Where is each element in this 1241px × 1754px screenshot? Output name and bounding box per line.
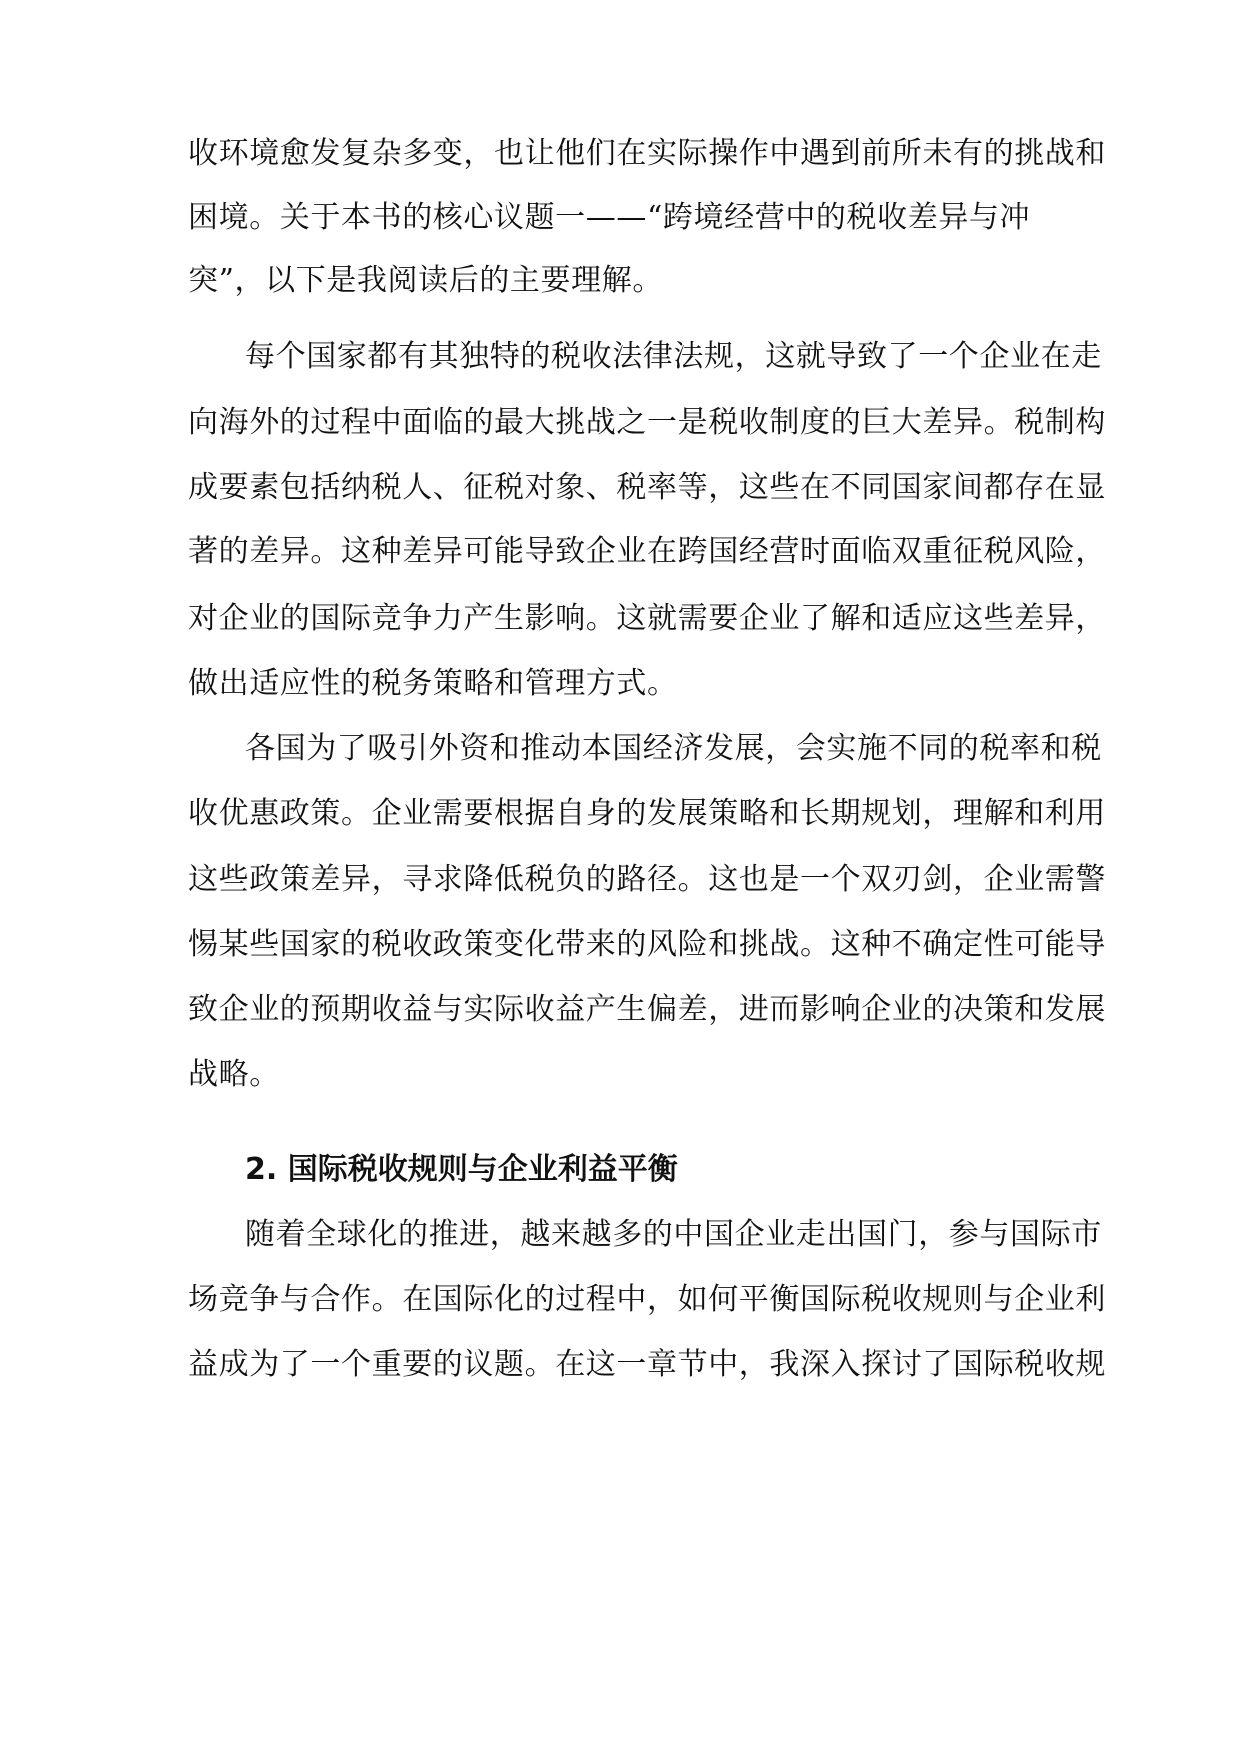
- paragraph-2-line-4: 著的差异。这种差异可能导致企业在跨国经营时面临双重征税风险，: [188, 534, 1106, 569]
- paragraph-2-line-6: 做出适应性的税务策略和管理方式。: [188, 666, 678, 701]
- paragraph-1-line-1: 收环境愈发复杂多变，也让他们在实际操作中遇到前所未有的挑战和: [188, 136, 1106, 171]
- paragraph-3-line-2: 收优惠政策。企业需要根据自身的发展策略和长期规划，理解和利用: [188, 796, 1106, 831]
- paragraph-3-line-1: 各国为了吸引外资和推动本国经济发展，会实施不同的税率和税: [245, 731, 1102, 766]
- paragraph-2-line-5: 对企业的国际竞争力产生影响。这就需要企业了解和适应这些差异，: [188, 601, 1106, 636]
- paragraph-3-line-5: 致企业的预期收益与实际收益产生偏差，进而影响企业的决策和发展: [188, 992, 1106, 1027]
- paragraph-3-line-3: 这些政策差异，寻求降低税负的路径。这也是一个双刃剑，企业需警: [188, 862, 1106, 897]
- paragraph-1-line-3: 突”，以下是我阅读后的主要理解。: [188, 263, 663, 298]
- section-heading: 2. 国际税收规则与企业利益平衡: [245, 1152, 678, 1187]
- section-paragraph-line-1: 随着全球化的推进，越来越多的中国企业走出国门，参与国际市: [245, 1217, 1102, 1252]
- paragraph-3-line-6: 战略。: [188, 1057, 280, 1092]
- section-paragraph-line-3: 益成为了一个重要的议题。在这一章节中，我深入探讨了国际税收规: [188, 1347, 1106, 1382]
- paragraph-1-line-2: 困境。关于本书的核心议题一——“跨境经营中的税收差异与冲: [188, 200, 1031, 235]
- paragraph-2-line-2: 向海外的过程中面临的最大挑战之一是税收制度的巨大差异。税制构: [188, 405, 1106, 440]
- section-paragraph-line-2: 场竞争与合作。在国际化的过程中，如何平衡国际税收规则与企业利: [188, 1282, 1106, 1317]
- paragraph-2-line-3: 成要素包括纳税人、征税对象、税率等，这些在不同国家间都存在显: [188, 470, 1106, 505]
- paragraph-3-line-4: 惕某些国家的税收政策变化带来的风险和挑战。这种不确定性可能导: [188, 927, 1106, 962]
- paragraph-2-line-1: 每个国家都有其独特的税收法律法规，这就导致了一个企业在走: [245, 339, 1102, 374]
